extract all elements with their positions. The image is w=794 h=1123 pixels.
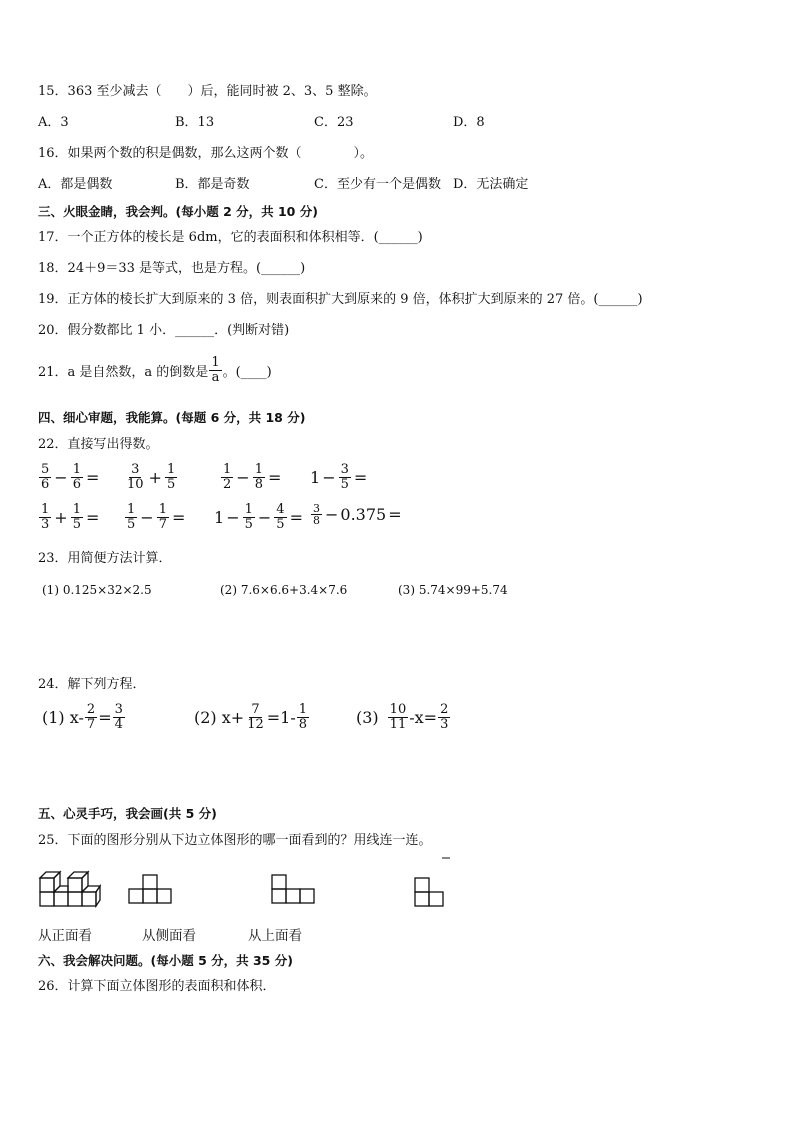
q22-expr-1: $\frac{5}{6}$ − $\frac{1}{6}$ = [41,462,100,492]
q15-option-d: D．8 [453,115,485,130]
label-front-view: 从正面看 [38,928,92,944]
q16-option-c: C．至少有一个是偶数 [314,177,441,192]
q21-fraction [209,356,221,385]
q18: 18．24＋9＝33 是等式，也是方程。(______) [38,261,306,276]
section-3-heading: 三、火眼金睛，我会判。(每小题 2 分，共 10 分) [38,204,318,219]
q25-stem: 25．下面的图形分别从下边立体图形的哪一面看到的？用线连一连。 [38,833,432,848]
q24-equation-2: (2) x+ $\frac{7}{12}$ =1- $\frac{1}{8}$ [194,702,308,732]
q20: 20．假分数都比 1 小．______．(判断对错) [38,323,290,338]
q23-item-2: (2) 7.6×6.6+3.4×7.6 [220,583,348,597]
section-5-heading: 五、心灵手巧，我会画(共 5 分) [38,806,217,821]
q23-item-3: (3) 5.74×99+5.74 [398,583,508,597]
q15-option-c: C．23 [314,115,354,130]
q21-denominator: a [211,370,220,385]
q21-numerator: 1 [211,355,220,370]
section-6-heading: 六、我会解决问题。(每小题 5 分，共 35 分) [38,953,293,968]
view-shape-1 [128,873,180,909]
q21-blank: 。(____) [222,365,272,380]
q22-expr-2: $\frac{3}{10}$ + $\frac{1}{5}$ [127,462,176,492]
q16-option-b: B．都是奇数 [175,177,250,192]
q24-equation-1: (1) x- $\frac{2}{7}$ = $\frac{3}{4}$ [42,702,123,732]
q24-stem: 24．解下列方程． [38,677,146,692]
q21-text: 21．a 是自然数，a 的倒数是 [38,365,209,380]
q22-expr-4: 1 − $\frac{3}{5}$ = [310,462,368,492]
section-4-heading: 四、细心审题，我能算。(每题 6 分，共 18 分) [38,410,306,425]
q22-stem: 22．直接写出得数。 [38,437,159,452]
q22-expr-8: $\frac{3}{8}$ − 0.375 = [313,502,402,527]
q15-stem: 15．363 至少减去（ ）后，能同时被 2、3、5 整除。 [38,84,377,99]
solid-figure-drawing [38,866,102,914]
view-shape-3 [412,856,452,912]
q15-option-a: A．3 [38,115,69,130]
q21 [38,356,272,385]
view-shape-2 [271,873,323,909]
q22-expr-5: $\frac{1}{3}$ + $\frac{1}{5}$ = [41,502,100,532]
q23-stem: 23．用简便方法计算． [38,551,172,566]
q15-option-b: B．13 [175,115,215,130]
label-top-view: 从上面看 [248,928,302,944]
q16-option-a: A．都是偶数 [38,177,113,192]
q17: 17．一个正方体的棱长是 6dm，它的表面积和体积相等．(______) [38,230,423,245]
q19: 19．正方体的棱长扩大到原来的 3 倍，则表面积扩大到原来的 9 倍，体积扩大到原来的 27 倍。(______) [38,292,643,307]
q24-equation-3: (3) $\frac{10}{11}$ -x= $\frac{2}{3}$ [356,702,449,732]
q16-stem: 16．如果两个数的积是偶数，那么这两个数（ ）。 [38,146,374,161]
q23-item-1: (1) 0.125×32×2.5 [42,583,152,597]
q22-expr-7: 1 − $\frac{1}{5}$ − $\frac{4}{5}$ = [214,502,303,532]
q16-option-d: D．无法确定 [453,177,529,192]
label-side-view: 从侧面看 [142,928,196,944]
q22-expr-3: $\frac{1}{2}$ − $\frac{1}{8}$ = [223,462,282,492]
q26: 26．计算下面立体图形的表面积和体积． [38,979,276,994]
q22-expr-6: $\frac{1}{5}$ − $\frac{1}{7}$ = [127,502,186,532]
